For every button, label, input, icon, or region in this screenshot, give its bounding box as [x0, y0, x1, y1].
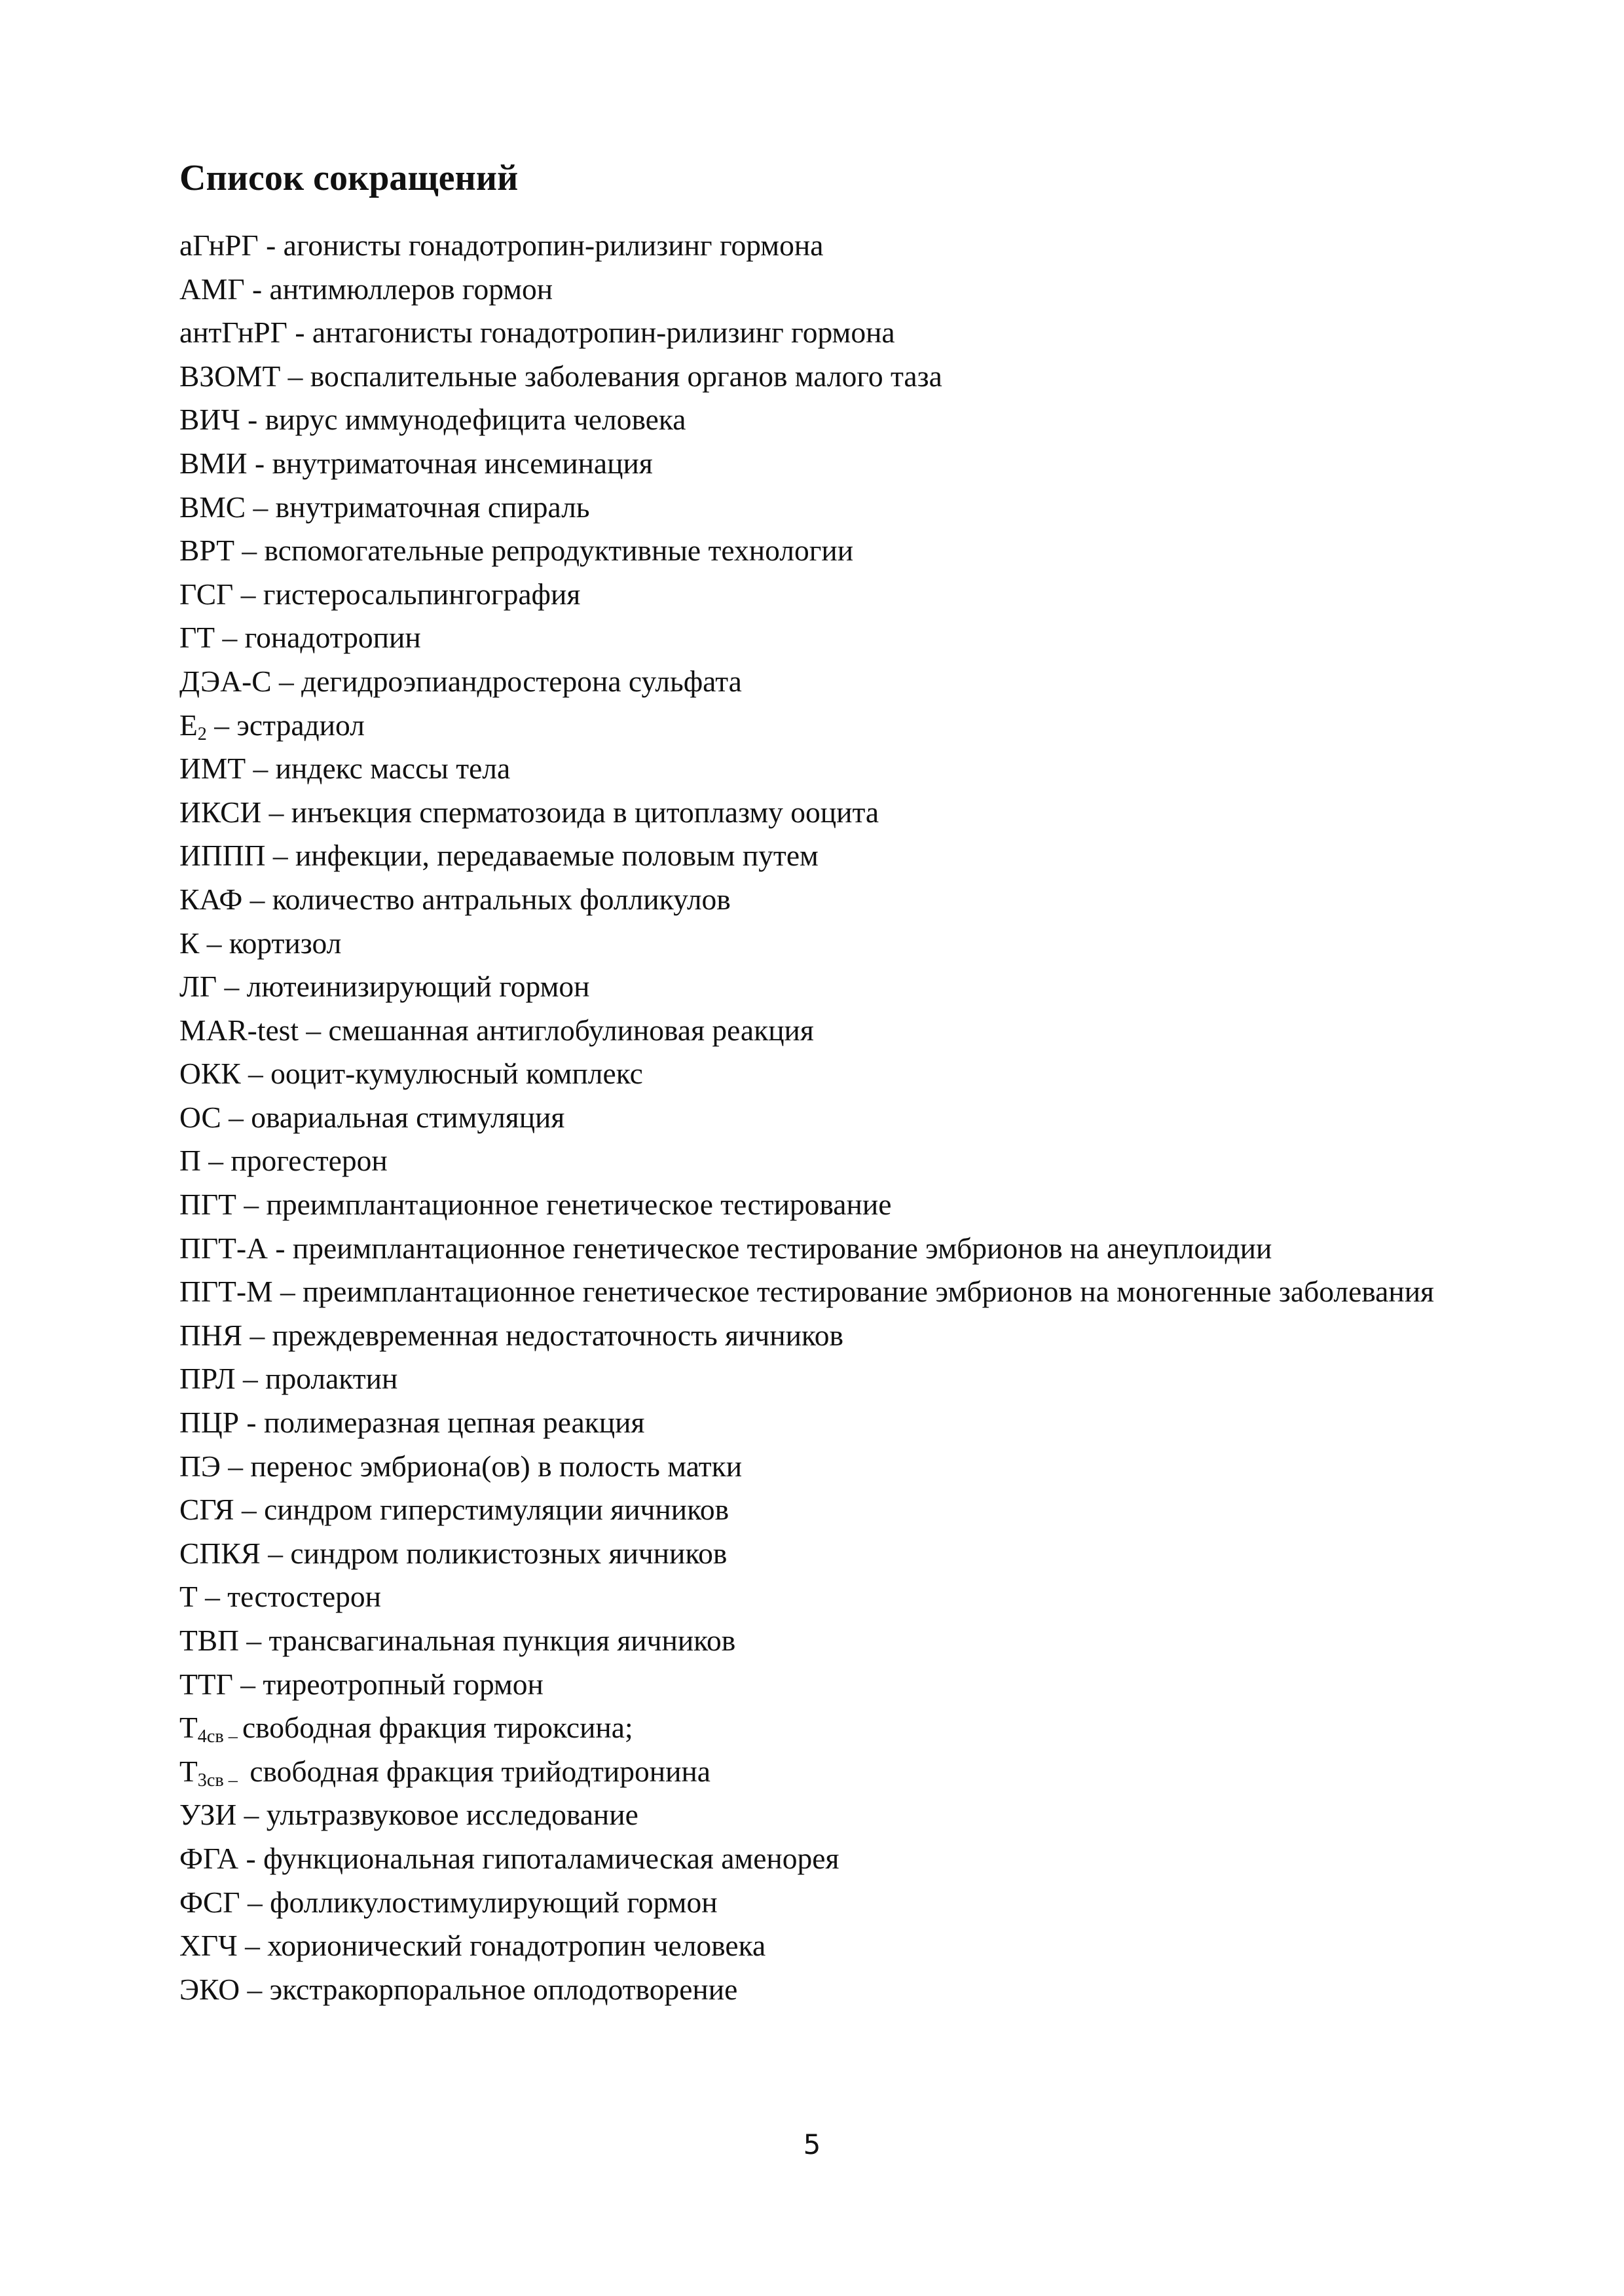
abbreviation-definition: гистеросальпингография — [263, 577, 581, 611]
abbreviation-separator: – — [271, 664, 302, 698]
abbreviation-subscript: 3св – — [197, 1770, 242, 1791]
abbreviation-definition: тиреотропный гормон — [263, 1667, 544, 1701]
abbreviation-list — [179, 224, 1458, 2011]
abbreviation-item — [179, 1837, 1458, 1881]
abbreviation-term: ВРТ — [179, 534, 235, 568]
abbreviation-item — [179, 747, 1458, 791]
abbreviation-item — [179, 616, 1458, 660]
abbreviation-item — [179, 1619, 1458, 1663]
abbreviation-separator: – — [197, 1580, 228, 1614]
abbreviation-item — [179, 1488, 1458, 1532]
abbreviation-term: УЗИ — [179, 1798, 237, 1832]
abbreviation-separator: – — [220, 1449, 251, 1483]
abbreviation-item — [179, 1881, 1458, 1925]
abbreviation-item — [179, 878, 1458, 922]
abbreviation-separator: - — [258, 228, 284, 262]
abbreviation-term: ЛГ — [179, 970, 217, 1004]
abbreviation-separator: – — [242, 882, 272, 916]
abbreviation-separator: – — [261, 795, 291, 829]
abbreviation-term: Е — [179, 708, 198, 742]
abbreviation-term: СГЯ — [179, 1493, 234, 1527]
abbreviation-term: ТВП — [179, 1624, 239, 1657]
abbreviation-definition: индекс массы тела — [275, 752, 511, 786]
abbreviation-item — [179, 529, 1458, 573]
abbreviation-term: Т — [179, 1711, 198, 1745]
abbreviation-definition: свободная фракция тироксина; — [242, 1711, 633, 1745]
abbreviation-definition: агонисты гонадотропин-рилизинг гормона — [283, 228, 824, 262]
abbreviation-definition: овариальная стимуляция — [251, 1100, 565, 1134]
page-title: Список сокращений — [179, 158, 519, 198]
abbreviation-term: ПЦР — [179, 1406, 240, 1440]
abbreviation-definition: экстракорпоральное оплодотворение — [269, 1972, 738, 2006]
abbreviation-separator: – — [237, 1929, 268, 1963]
abbreviation-definition: ультразвуковое исследование — [266, 1798, 638, 1832]
abbreviation-definition: дегидроэпиандростерона сульфата — [301, 664, 742, 698]
abbreviation-separator: – — [236, 1798, 267, 1832]
abbreviation-separator: – — [215, 621, 245, 655]
abbreviation-separator: – — [260, 1536, 291, 1570]
abbreviation-item — [179, 1052, 1458, 1096]
abbreviation-separator: – — [236, 1188, 267, 1222]
abbreviation-definition: гонадотропин — [244, 621, 421, 655]
abbreviation-definition: лютеинизирующий гормон — [246, 970, 590, 1004]
abbreviation-definition: внутриматочная спираль — [275, 490, 590, 524]
abbreviation-definition: пролактин — [265, 1362, 398, 1396]
abbreviation-definition: свободная фракция трийодтиронина — [249, 1754, 711, 1788]
abbreviation-definition: антагонисты гонадотропин-рилизинг гормона — [312, 316, 895, 350]
abbreviation-definition: преждевременная недостаточность яичников — [272, 1318, 843, 1352]
abbreviation-item — [179, 1706, 1458, 1750]
abbreviation-term: ПГТ-А — [179, 1231, 268, 1265]
abbreviation-term: ИМТ — [179, 752, 246, 786]
abbreviation-definition: тестостерон — [227, 1580, 381, 1614]
abbreviation-term: ЭКО — [179, 1972, 240, 2006]
abbreviation-separator: - — [247, 446, 272, 480]
abbreviation-item — [179, 355, 1458, 399]
abbreviation-definition: синдром гиперстимуляции яичников — [264, 1493, 729, 1527]
abbreviation-term: ИКСИ — [179, 795, 262, 829]
abbreviation-term: аГнРГ — [179, 228, 259, 262]
abbreviation-item — [179, 704, 1458, 748]
abbreviation-definition: инфекции, передаваемые половым путем — [295, 839, 819, 873]
abbreviation-item — [179, 1924, 1458, 1968]
abbreviation-definition: полимеразная цепная реакция — [263, 1406, 645, 1440]
abbreviation-term: ИППП — [179, 839, 266, 873]
abbreviation-separator: – — [280, 359, 310, 393]
abbreviation-item — [179, 1096, 1458, 1140]
abbreviation-term: ВМС — [179, 490, 246, 524]
abbreviation-separator: - — [239, 1406, 264, 1440]
abbreviation-definition: инъекция сперматозоида в цитоплазму ооцита — [291, 795, 879, 829]
abbreviation-item — [179, 311, 1458, 355]
abbreviation-definition: ооцит-кумулюсный комплекс — [270, 1057, 643, 1091]
abbreviation-item — [179, 1663, 1458, 1707]
abbreviation-subscript: 4св – — [197, 1726, 242, 1747]
abbreviation-separator: – — [299, 1013, 329, 1047]
abbreviation-term: MAR-test — [179, 1013, 299, 1047]
abbreviation-separator: - — [244, 272, 270, 306]
abbreviation-term: СПКЯ — [179, 1536, 261, 1570]
abbreviation-separator: - — [267, 1231, 293, 1265]
abbreviation-item — [179, 791, 1458, 835]
abbreviation-separator: – — [265, 839, 295, 873]
abbreviation-term: П — [179, 1144, 201, 1178]
abbreviation-term: ФГА — [179, 1841, 239, 1875]
abbreviation-definition: перенос эмбриона(ов) в полость матки — [250, 1449, 743, 1483]
abbreviation-term: АМГ — [179, 272, 245, 306]
abbreviation-term: ВИЧ — [179, 403, 240, 437]
abbreviation-term: ПРЛ — [179, 1362, 236, 1396]
abbreviation-separator: – — [242, 1318, 272, 1352]
abbreviation-item — [179, 398, 1458, 442]
abbreviation-separator: – — [240, 1057, 271, 1091]
abbreviation-term: ГТ — [179, 621, 215, 655]
abbreviation-item — [179, 1314, 1458, 1358]
abbreviation-separator: – — [234, 534, 265, 568]
abbreviation-item — [179, 1183, 1458, 1227]
abbreviation-separator: – — [272, 1275, 303, 1309]
abbreviation-item — [179, 224, 1458, 268]
abbreviation-item — [179, 1793, 1458, 1837]
abbreviation-definition: вспомогательные репродуктивные технологии — [264, 534, 854, 568]
abbreviation-definition: антимюллеров гормон — [269, 272, 553, 306]
abbreviation-separator: – — [233, 577, 263, 611]
abbreviation-definition: воспалительные заболевания органов малого таза — [310, 359, 942, 393]
abbreviation-item — [179, 1445, 1458, 1489]
abbreviation-separator — [242, 1755, 249, 1788]
abbreviation-term: ДЭА-С — [179, 664, 272, 698]
abbreviation-subscript: 2 — [197, 723, 207, 744]
abbreviation-definition: внутриматочная инсеминация — [272, 446, 653, 480]
abbreviation-definition: вирус иммунодефицита человека — [265, 403, 686, 437]
abbreviation-item — [179, 486, 1458, 530]
page-number: 5 — [803, 2128, 821, 2160]
abbreviation-separator: – — [232, 1667, 263, 1701]
abbreviation-separator: – — [234, 1493, 265, 1527]
abbreviation-item — [179, 573, 1458, 617]
abbreviation-item — [179, 660, 1458, 704]
abbreviation-item — [179, 965, 1458, 1009]
abbreviation-definition: преимплантационное генетическое тестирование эмбрионов на анеуплоидии — [292, 1231, 1272, 1265]
abbreviation-definition: преимплантационное генетическое тестирование эмбрионов на моногенные заболевания — [303, 1275, 1434, 1309]
abbreviation-term: Т — [179, 1754, 198, 1788]
abbreviation-term: ВЗОМТ — [179, 359, 281, 393]
abbreviation-term: ПНЯ — [179, 1318, 243, 1352]
abbreviation-definition: количество антральных фолликулов — [272, 882, 731, 916]
abbreviation-definition: прогестерон — [231, 1144, 388, 1178]
abbreviation-separator: – — [199, 926, 229, 960]
abbreviation-definition: смешанная антиглобулиновая реакция — [328, 1013, 814, 1047]
abbreviation-definition: синдром поликистозных яичников — [290, 1536, 728, 1570]
abbreviation-term: ГСГ — [179, 577, 234, 611]
abbreviation-separator: – — [240, 1972, 270, 2006]
abbreviation-definition: трансвагинальная пункция яичников — [268, 1624, 736, 1657]
abbreviation-term: ПЭ — [179, 1449, 221, 1483]
abbreviation-term: К — [179, 926, 200, 960]
abbreviation-separator: – — [235, 1362, 266, 1396]
abbreviation-item — [179, 268, 1458, 312]
abbreviation-definition: кортизол — [229, 926, 342, 960]
abbreviation-term: ФСГ — [179, 1885, 240, 1919]
abbreviation-item — [179, 1532, 1458, 1576]
abbreviation-item — [179, 834, 1458, 878]
abbreviation-item — [179, 922, 1458, 966]
abbreviation-item — [179, 1270, 1458, 1314]
abbreviation-definition: преимплантационное генетическое тестирование — [266, 1188, 892, 1222]
abbreviation-separator: – — [246, 752, 276, 786]
abbreviation-term: Т — [179, 1580, 198, 1614]
abbreviation-term: ПГТ — [179, 1188, 236, 1222]
abbreviation-definition: хорионический гонадотропин человека — [267, 1929, 766, 1963]
abbreviation-separator: – — [206, 708, 237, 742]
abbreviation-item — [179, 1139, 1458, 1183]
abbreviation-separator: – — [221, 1100, 251, 1134]
abbreviation-item — [179, 1401, 1458, 1445]
abbreviation-separator: – — [239, 1624, 269, 1657]
abbreviation-term: ПГТ-М — [179, 1275, 273, 1309]
abbreviation-term: ХГЧ — [179, 1929, 238, 1963]
abbreviation-item — [179, 1227, 1458, 1271]
abbreviation-item — [179, 1357, 1458, 1401]
abbreviation-item — [179, 1009, 1458, 1053]
abbreviation-separator: – — [200, 1144, 231, 1178]
abbreviation-term: ВМИ — [179, 446, 248, 480]
abbreviation-separator: – — [217, 970, 247, 1004]
abbreviation-term: ОКК — [179, 1057, 241, 1091]
abbreviation-term: антГнРГ — [179, 316, 287, 350]
abbreviation-term: ТТГ — [179, 1667, 233, 1701]
abbreviation-separator: - — [240, 403, 265, 437]
abbreviation-separator: - — [238, 1841, 264, 1875]
abbreviation-term: КАФ — [179, 882, 243, 916]
abbreviation-separator: – — [246, 490, 276, 524]
abbreviation-item — [179, 1750, 1458, 1794]
abbreviation-item — [179, 1968, 1458, 2012]
abbreviation-item — [179, 1575, 1458, 1619]
abbreviation-definition: эстрадиол — [236, 708, 365, 742]
abbreviation-term: ОС — [179, 1100, 221, 1134]
abbreviation-definition: функциональная гипоталамическая аменорея — [263, 1841, 840, 1875]
abbreviation-item — [179, 442, 1458, 486]
abbreviation-separator: - — [287, 316, 312, 350]
abbreviation-definition: фолликулостимулирующий гормон — [270, 1885, 718, 1919]
abbreviation-separator: – — [240, 1885, 270, 1919]
